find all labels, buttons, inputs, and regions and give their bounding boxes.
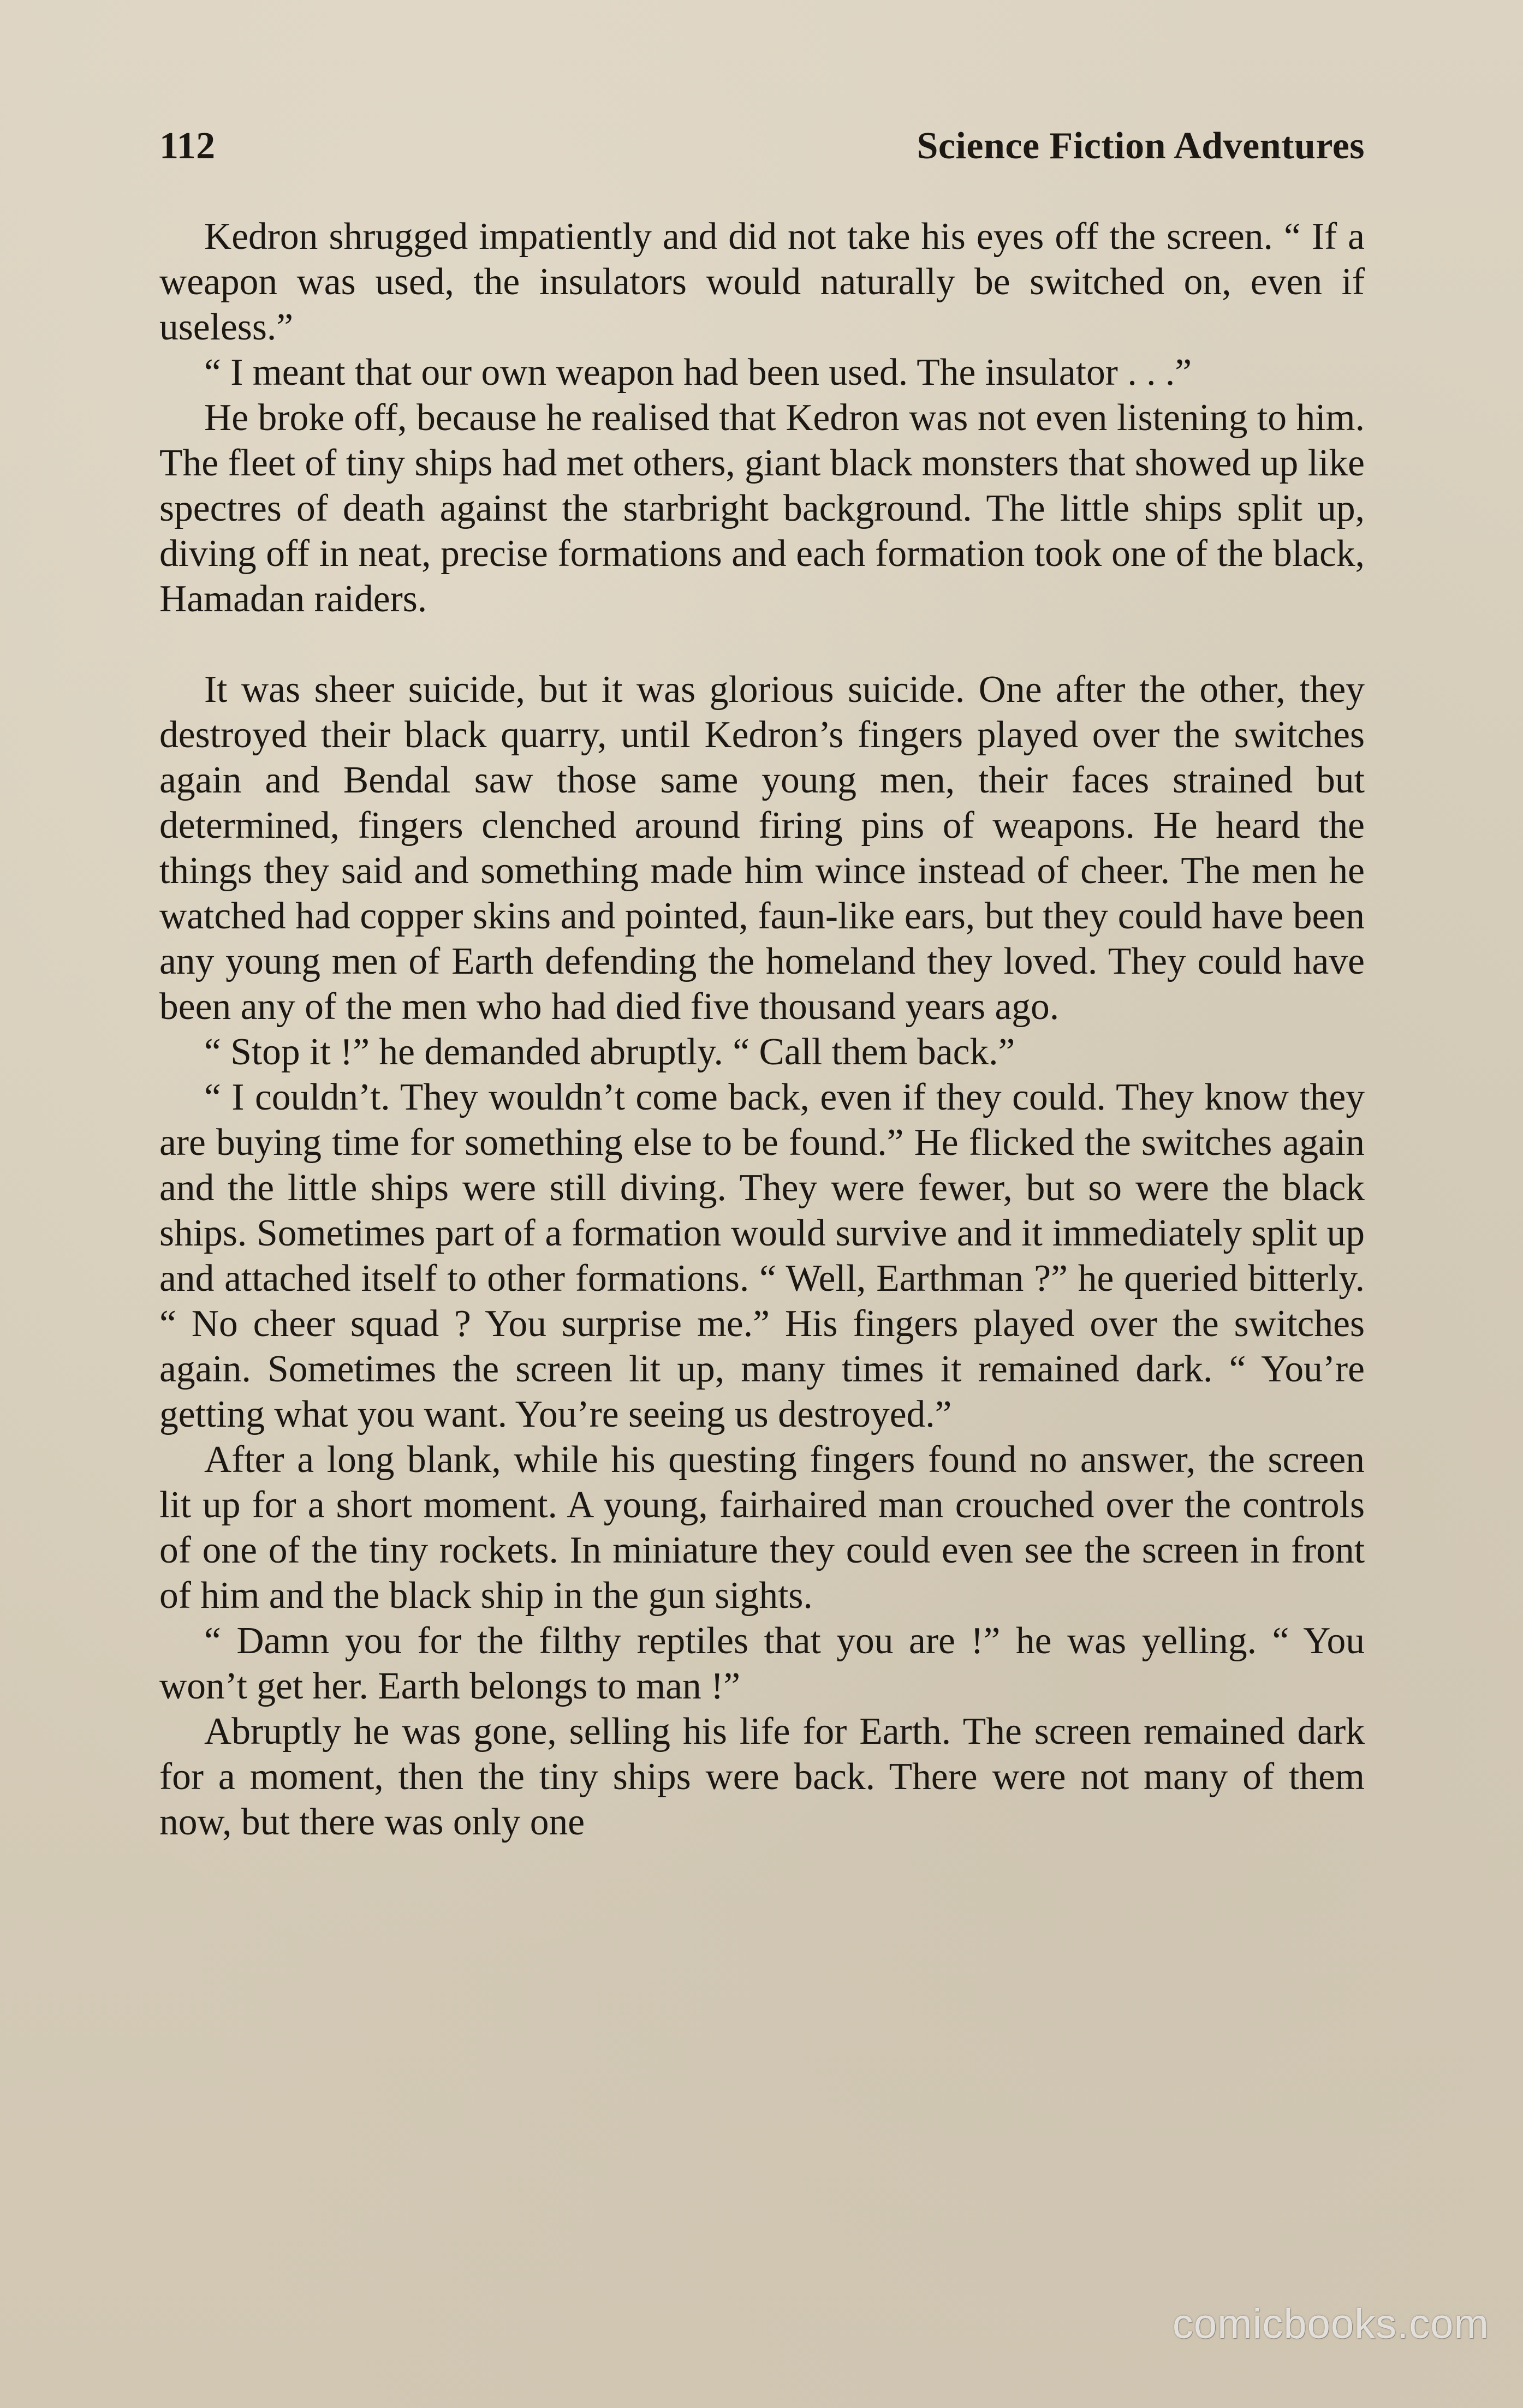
body-text: [159, 214, 1365, 1845]
paragraph: It was sheer suicide, but it was glorious suicide. One after the other, they destroyed their black quarry, until Kedron’s fingers played over the switches again and Bendal saw those same young men, their faces strained but determined, fingers clenched around firing pins of weapons. He heard the things they said and something made him wince instead of cheer. The men he watched had copper skins and pointed, faun-like ears, but they could have been any young men of Earth defending the homeland they loved. They could have been any of the men who had died five thousand years ago.: [159, 669, 1365, 1028]
site-watermark: comicbooks.com: [1173, 2301, 1489, 2347]
running-title: Science Fiction Adventures: [917, 125, 1365, 167]
paragraph: “ I meant that our own weapon had been used. The insulator . . .”: [204, 351, 1192, 394]
page-number: 112: [159, 125, 216, 167]
paragraph: Kedron shrugged impatiently and did not take his eyes off the screen. “ If a weapon was used, the insulators would naturally be switched on, even if useless.”: [159, 216, 1365, 348]
running-head: [159, 124, 1365, 184]
paragraph: Abruptly he was gone, selling his life for Earth. The screen remained dark for a moment, then the tiny ships were back. There were not many of them now, but there was only one: [159, 1710, 1365, 1843]
paragraph: “ Damn you for the filthy reptiles that you are !” he was yelling. “ You won’t get her. Earth belongs to man !”: [159, 1620, 1365, 1707]
paragraph: After a long blank, while his questing fingers found no answer, the screen lit up for a short moment. A young, fairhaired man crouched over the controls of one of the tiny rockets. In miniature they could even see the screen in front of him and the black ship in the gun sights.: [159, 1439, 1365, 1617]
paragraph: “ Stop it !” he demanded abruptly. “ Call them back.”: [204, 1031, 1015, 1073]
paragraph: He broke off, because he realised that Kedron was not even listening to him. The fleet of tiny ships had met others, giant black monsters that showed up like spectres of death against the starbright background. The little ships split up, diving off in neat, precise formations and each formation took one of the black, Hamadan raiders.: [159, 397, 1365, 620]
paragraph: “ I couldn’t. They wouldn’t come back, even if they could. They know they are buying time for something else to be found.” He flicked the switches again and the little ships were still diving. They were fewer, but so were the black ships. Sometimes part of a formation would survive and it immediately split up and attached itself to other formations. “ Well, Earthman ?” he queried bitterly. “ No cheer squad ? You surprise me.” His fingers played over the switches again. Sometimes the screen lit up, many times it remained dark. “ You’re getting what you want. You’re seeing us destroyed.”: [159, 1076, 1365, 1435]
